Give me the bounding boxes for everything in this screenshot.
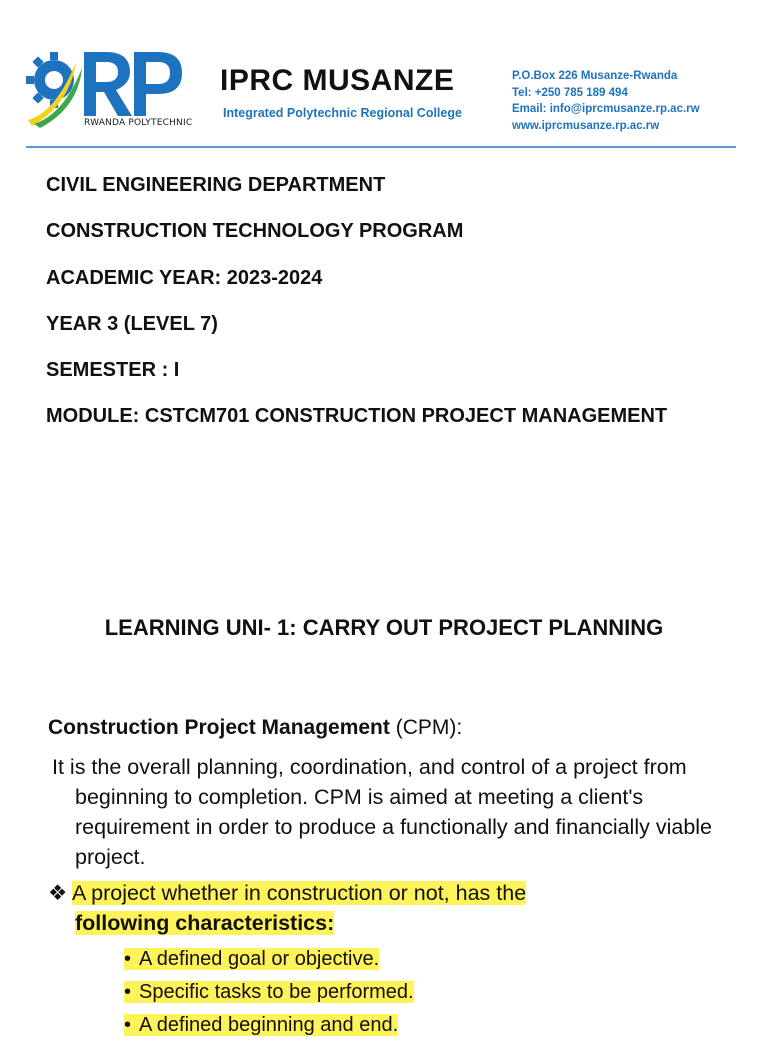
- cpm-definition: [52, 752, 732, 872]
- meta-year-level: YEAR 3 (LEVEL 7): [46, 313, 218, 335]
- cpm-heading-rest: (CPM):: [389, 716, 463, 739]
- logo-caption: RWANDA POLYTECHNIC: [84, 118, 193, 128]
- institution-subtitle: Integrated Polytechnic Regional College: [223, 106, 462, 120]
- list-item: • A defined beginning and end.: [124, 1014, 399, 1036]
- contact-phone: Tel: +250 785 189 494: [512, 86, 628, 99]
- list-item: • A defined goal or objective.: [124, 948, 380, 970]
- contact-email[interactable]: Email: info@iprcmusanze.rp.ac.rw: [512, 103, 700, 115]
- meta-module: MODULE: CSTCM701 CONSTRUCTION PROJECT MANAGEMENT: [46, 405, 668, 427]
- bullet-dot-icon: •: [124, 981, 132, 1003]
- characteristics-list: [124, 943, 414, 1042]
- institution-name: IPRC MUSANZE: [220, 64, 455, 97]
- cpm-heading-bold: Construction Project Management: [48, 716, 390, 739]
- bullet-dot-icon: •: [124, 1014, 132, 1036]
- cpm-heading: [48, 716, 462, 740]
- meta-semester: SEMESTER : I: [46, 359, 180, 381]
- bullet-dot-icon: •: [124, 948, 132, 970]
- meta-program: CONSTRUCTION TECHNOLOGY PROGRAM: [46, 220, 464, 242]
- list-item: • Specific tasks to be performed.: [124, 981, 414, 1003]
- contact-address: P.O.Box 226 Musanze-Rwanda: [512, 70, 678, 82]
- characteristics-lead: [48, 878, 688, 938]
- characteristics-lead-text: A project whether in construction or not, has the: [72, 881, 527, 905]
- header-divider: [26, 146, 736, 148]
- unit-title: LEARNING UNI- 1: CARRY OUT PROJECT PLANNING: [104, 615, 664, 640]
- diamond-bullet-icon: ❖: [48, 881, 68, 905]
- characteristics-lead-bold: following characteristics:: [75, 911, 335, 935]
- contact-block: [512, 68, 700, 134]
- cpm-definition-text: It is the overall planning, coordination, and control of a project from beginning to completion. CPM is aimed at meeting a client's requirement in order to produce a functionally and financially viable project.: [52, 755, 713, 869]
- contact-website[interactable]: www.iprcmusanze.rp.ac.rw: [512, 119, 660, 132]
- meta-department: CIVIL ENGINEERING DEPARTMENT: [46, 174, 386, 196]
- meta-academic-year: ACADEMIC YEAR: 2023-2024: [46, 267, 323, 289]
